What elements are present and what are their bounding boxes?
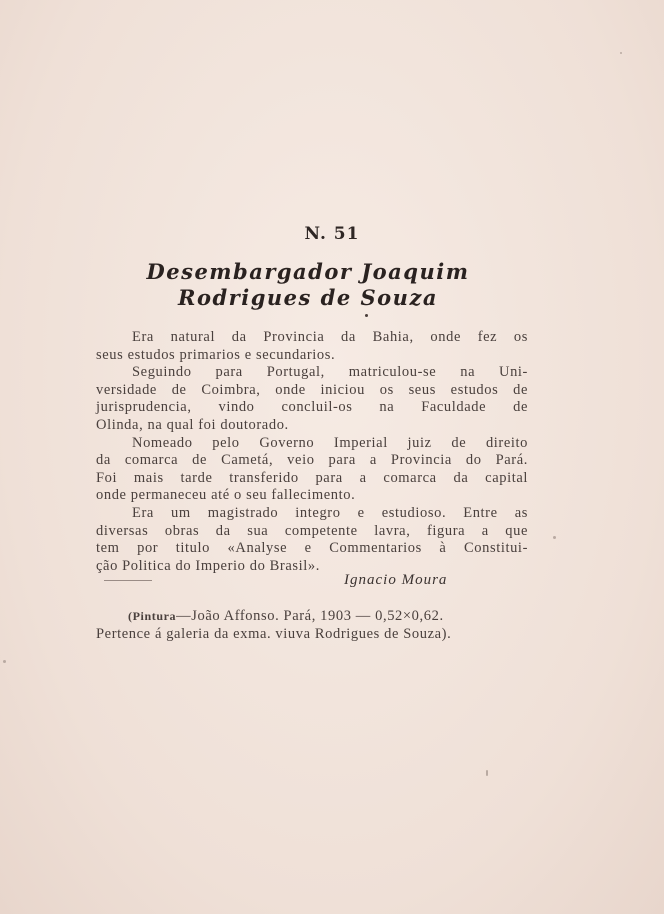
paper-speck [486, 770, 488, 776]
entry-number: N. 51 [304, 224, 360, 244]
caption-line: Pertence á galeria da exma. viuva Rodrigues de Souza). [96, 626, 452, 642]
paper-speck [3, 660, 6, 663]
author-signature: Ignacio Moura [344, 572, 448, 588]
paper-speck [620, 52, 622, 54]
caption-line [96, 607, 528, 625]
text-line: Era um magistrado integro e estudioso. Entre as [132, 504, 528, 521]
text-line: diversas obras da sua competente lavra, figura a que [96, 522, 528, 539]
text-line: da comarca de Cametá, veio para a Provincia do Pará. [96, 452, 528, 469]
entry-title [0, 259, 616, 311]
caption-label: (Pintura [128, 609, 177, 623]
title-line: Rodrigues de Souza [178, 285, 438, 310]
text-line: Seguindo para Portugal, matriculou-se na Uni- [132, 364, 528, 381]
text-line: seus estudos primarios e secundarios. [96, 346, 336, 363]
text-line: Nomeado pelo Governo Imperial juiz de direito [132, 434, 528, 451]
text-line: Olinda, na qual foi doutorado. [96, 416, 289, 433]
ornament-dot [365, 314, 368, 317]
text-line: ção Politica do Imperio do Brasil». [96, 557, 320, 574]
text-line: onde permaneceu até o seu fallecimento. [96, 487, 356, 504]
text-line: Era natural da Provincia da Bahia, onde fez os [132, 329, 528, 345]
text-line: Foi mais tarde transferido para a comarca da capital [96, 469, 528, 486]
text-line: jurisprudencia, vindo concluil-os na Faculdade de [96, 399, 528, 416]
text-line: tem por titulo «Analyse e Commentarios à Constitui- [96, 540, 528, 557]
signature-rule [104, 580, 152, 581]
title-line: Desembargador Joaquim [146, 259, 470, 284]
text-line: versidade de Coimbra, onde iniciou os seus estudos de [96, 381, 528, 398]
caption-details: —João Affonso. Pará, 1903 — 0,52×0,62. [176, 608, 444, 624]
painting-caption [96, 607, 528, 643]
paper-speck [553, 536, 556, 539]
biography-text [96, 329, 528, 575]
